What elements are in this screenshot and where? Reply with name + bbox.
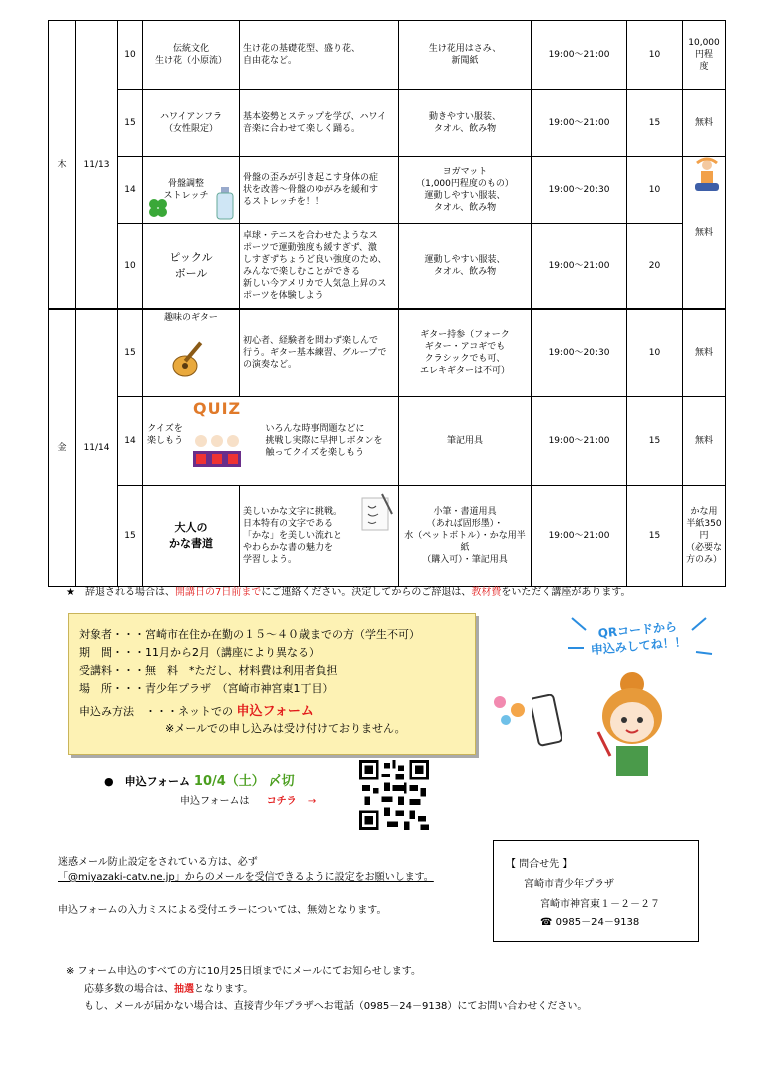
form-label: ● 申込フォーム (104, 775, 191, 788)
lottery-text: 抽選 (174, 984, 194, 995)
course-capacity: 15 (627, 486, 683, 587)
table-row (49, 157, 726, 224)
kochira-link[interactable]: コチラ (266, 796, 297, 807)
table-row (49, 90, 726, 157)
course-items: 動きやすい服装、 タオル、飲み物 (399, 90, 532, 157)
course-capacity: 10 (627, 21, 683, 90)
bottom-note-2 (84, 980, 253, 995)
course-time: 19:00～21:00 (532, 90, 627, 157)
course-desc: いろんな時事問題などに 挑戦し実際に早押しボタンを 触ってクイズを楽しもう (240, 397, 399, 486)
num-cell: 15 (118, 309, 143, 397)
calligraphy-paper-icon (360, 492, 394, 532)
contact-org: 宮崎市青少年プラザ (524, 879, 614, 890)
course-time: 19:00～21:00 (532, 21, 627, 90)
course-fee: 無料 (683, 309, 726, 397)
course-name-cell (143, 157, 240, 224)
num-cell: 10 (118, 224, 143, 310)
form-deadline: 10/4（土） (193, 774, 265, 789)
qr-bubble-text: QRコードから 申込みしてね！！ (590, 619, 688, 658)
contact-address: 宮崎市神宮東１－２－２７ (540, 899, 660, 910)
flower-icon (488, 690, 538, 730)
bottom-note-1: ※ フォーム申込のすべての方に10月25日頃までにメールにてお知らせします。 (66, 966, 422, 977)
yoga-person-icon (685, 157, 725, 197)
info-target: 対象者・・・宮崎市在住か在勤の１５～４０歳までの方（学生不可） (79, 628, 420, 641)
course-name: 骨盤調整 ストレッチ (163, 179, 209, 201)
course-fee: かな用 半紙350 円 （必要な 方のみ） (683, 486, 726, 587)
course-desc: 初心者、経験者を問わず楽しんで 行う。ギター基本練習、グループで の演奏など。 (240, 309, 399, 397)
phone-icon: ☎ (540, 917, 553, 928)
info-place: 場 所・・・青少年プラザ （宮崎市神宮東1丁目） (79, 682, 334, 695)
course-name: クイズを 楽しもう (147, 424, 184, 446)
course-items: 運動しやすい服装、 タオル、飲み物 (399, 224, 532, 310)
course-items: 小筆・書道用具 （あれば固形墨）・ 水（ペットボトル）・かな用半紙 （購入可）・筆記用具 (399, 486, 532, 587)
course-capacity: 15 (627, 397, 683, 486)
quiz-logo: QUIZ (193, 399, 242, 418)
notice-text: にご連絡ください。決定してからのご辞退は、 (261, 587, 472, 598)
course-name: ハワイアンフラ （女性限定） (143, 90, 240, 157)
course-items: ヨガマット （1,000円程度のもの） 運動しやすい服装、 タオル、飲み物 (399, 157, 532, 224)
course-fee: 無料 (683, 397, 726, 486)
clover-icon (147, 197, 169, 219)
table-row (49, 486, 726, 587)
course-time: 19:00～20:30 (532, 309, 627, 397)
info-method (79, 700, 314, 719)
course-items: 筆記用具 (399, 397, 532, 486)
bottom-note-text: 応募多数の場合は、 (84, 984, 174, 995)
day-cell: 木 (49, 21, 76, 310)
course-name: 大人の かな書道 (143, 486, 240, 587)
table-row (49, 397, 726, 486)
course-desc: 生け花の基礎花型、盛り花、 自由花など。 (240, 21, 399, 90)
water-bottle-icon (211, 185, 237, 221)
form-deadline-line (104, 770, 295, 789)
course-name: 伝統文化 生け花（小原流） (143, 21, 240, 90)
num-cell: 14 (118, 157, 143, 224)
date-cell: 11/13 (76, 21, 118, 310)
qr-code[interactable] (356, 760, 432, 830)
smartphone-icon (532, 694, 562, 748)
course-fee: 無料 (683, 90, 726, 157)
course-desc: 卓球・テニスを合わせたようなス ポーツで運動強度も緩すぎず、激 しすぎずちょうど良い強度のため、 みんなで楽しむことができる 新しい今アメリカで人気急上昇のス ポーツを体験しよう (240, 224, 399, 310)
table-row (49, 21, 726, 90)
info-box (68, 613, 476, 755)
apply-form-link[interactable]: 申込フォーム (236, 704, 314, 719)
date-cell: 11/14 (76, 309, 118, 587)
course-fee (683, 157, 726, 310)
num-cell: 15 (118, 90, 143, 157)
guitar-icon (169, 334, 215, 380)
num-cell: 10 (118, 21, 143, 90)
course-items: ギター持参（フォーク ギター・アコギでも クラシックでも可、 エレキギターは不可） (399, 309, 532, 397)
info-method-label: 申込み方法 ・・・ネットでの (79, 705, 233, 718)
course-name: ピックル ボール (143, 224, 240, 310)
girl-illustration (590, 670, 674, 780)
notice-text: ★ 辞退される場合は、 (66, 587, 175, 598)
arrow-icon: → (307, 796, 317, 807)
course-time: 19:00～21:00 (532, 397, 627, 486)
bottom-note-3: もし、メールが届かない場合は、直接青少年プラザへお電話（0985－24－9138）にてお問い合わせください。 (84, 1001, 588, 1012)
notice-material-fee: 教材費 (471, 587, 502, 598)
day-cell: 金 (49, 309, 76, 587)
course-capacity: 15 (627, 90, 683, 157)
course-desc-cell (240, 486, 399, 587)
form-link-line (180, 792, 316, 807)
num-cell: 14 (118, 397, 143, 486)
course-fee-text: 無料 (694, 227, 713, 238)
course-name-cell (143, 309, 240, 397)
course-fee: 10,000 円程 度 (683, 21, 726, 90)
notice-deadline: 開講日の7日前まで (174, 587, 262, 598)
course-capacity: 20 (627, 224, 683, 310)
course-time: 19:00～21:00 (532, 224, 627, 310)
num-cell: 15 (118, 486, 143, 587)
course-time: 19:00～21:00 (532, 486, 627, 587)
schedule-table (48, 20, 726, 587)
course-name-cell (143, 397, 240, 486)
course-desc: 骨盤の歪みが引き起こす身体の症 状を改善～骨盤のゆがみを緩和す るストレッチを！！ (240, 157, 399, 224)
contact-phone[interactable]: 0985－24－9138 (555, 917, 640, 928)
course-desc: 美しいかな文字に挑戦。 日本特有の文字である 「かな」を美しい流れと やわらかな書の魅力を 学習しよう。 (243, 507, 343, 565)
course-capacity: 10 (627, 157, 683, 224)
contact-box (493, 840, 699, 942)
contact-title: 【 問合せ先 】 (506, 859, 573, 870)
table-row (49, 309, 726, 397)
course-capacity: 10 (627, 309, 683, 397)
notice-text: をいただく講座があります。 (501, 587, 631, 598)
spam-note-2: 「@miyazaki-catv.ne.jp」からのメールを受信できるように設定をお願いします。 (58, 872, 434, 883)
info-fee: 受講料・・・無 料 *ただし、材料費は利用者負担 (79, 664, 338, 677)
info-period: 期 間・・・11月から2月（講座により異なる） (79, 646, 320, 659)
info-no-mail: ※メールでの申し込みは受け付けておりません。 (165, 722, 406, 735)
course-desc: 基本姿勢とステップを学び、ハワイ 音楽に合わせて楽しく踊る。 (240, 90, 399, 157)
spam-note-1: 迷惑メール防止設定をされている方は、必ず (58, 857, 258, 868)
bottom-note-text: となります。 (194, 984, 254, 995)
form-shime: 〆切 (268, 774, 295, 789)
course-items: 生け花用はさみ、 新聞紙 (399, 21, 532, 90)
course-time: 19:00～20:30 (532, 157, 627, 224)
cancel-notice (66, 583, 631, 598)
table-row (49, 224, 726, 310)
spam-note-3: 申込フォームの入力ミスによる受付エラーについては、無効となります。 (58, 905, 387, 916)
course-name: 趣味のギター (164, 313, 218, 323)
form-sub-label: 申込フォームは (180, 796, 250, 807)
contact-phone-line (540, 913, 639, 928)
quiz-contestants-icon (193, 431, 241, 471)
